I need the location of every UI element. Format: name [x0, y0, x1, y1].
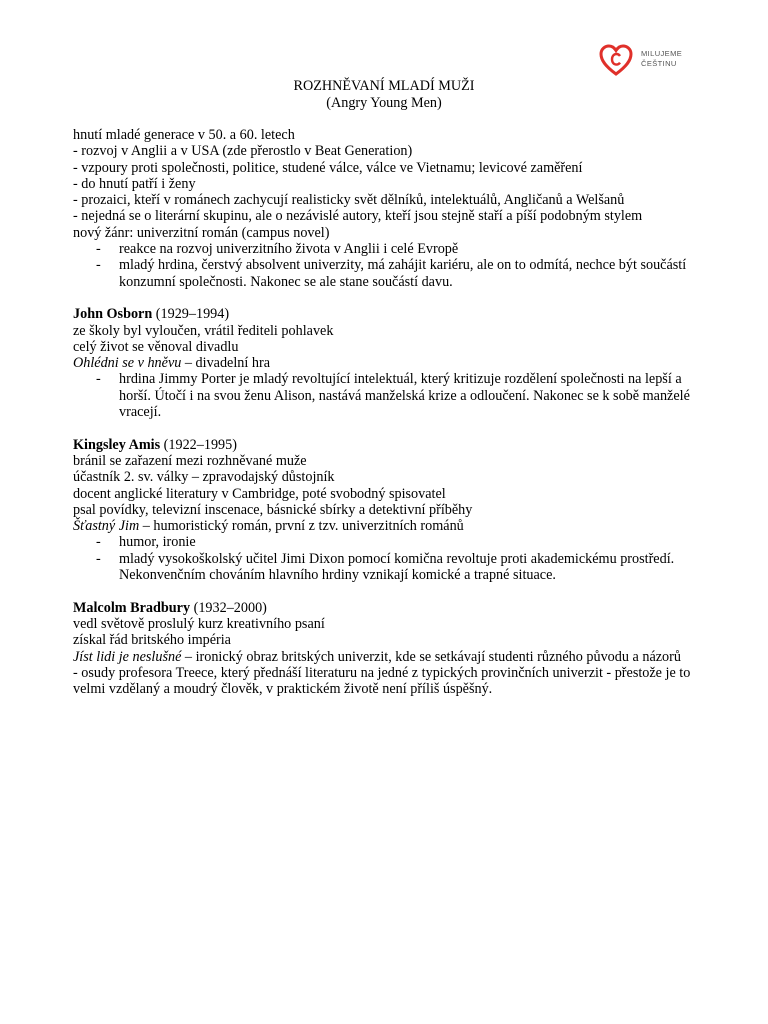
- spacer: [73, 290, 703, 306]
- work-title: Šťastný Jim: [73, 518, 140, 535]
- author-heading: [73, 306, 703, 322]
- intro-line: - prozaici, kteří v románech zachycují realisticky svět dělníků, intelektuálů, Angličanů a Welšanů: [73, 192, 625, 209]
- logo-line-2: ČEŠTINU: [641, 59, 677, 68]
- intro-line: - vzpoury proti společnosti, politice, studené válce, válce ve Vietnamu; levicové zaměření: [73, 159, 583, 176]
- logo: [599, 44, 719, 76]
- spacer: [73, 420, 703, 436]
- author-heading: [73, 437, 703, 453]
- intro-line: - do hnutí patří i ženy: [73, 175, 196, 192]
- author-line: celý život se věnoval divadlu: [73, 338, 239, 355]
- author-name: John Osborn: [73, 306, 153, 323]
- bullet-dash: -: [96, 550, 101, 567]
- intro-line: hnutí mladé generace v 50. a 60. letech: [73, 127, 295, 143]
- intro-line: - rozvoj v Anglii a v USA (zde přerostlo v Beat Generation): [73, 143, 413, 160]
- bullet-item: [73, 551, 703, 584]
- bullet-text: mladý hrdina, čerstvý absolvent univerzity, má zahájit kariéru, ale on to odmítá, nechce být součástí konzumní společnosti. Nakonec se ale stane součástí davu.: [119, 257, 687, 290]
- bullet-dash: -: [96, 534, 101, 551]
- author-heading: [73, 600, 703, 616]
- author-years: (1932–2000): [190, 599, 267, 616]
- work-desc: – ironický obraz britských univerzit, kde se setkávají studenti různého původu a názorů: [181, 648, 681, 665]
- work-title: Jíst lidi je neslušné: [73, 648, 182, 665]
- intro-line: nový žánr: univerzitní román (campus novel): [73, 224, 330, 241]
- author-name: Kingsley Amis: [73, 436, 161, 453]
- author-line: ze školy byl vyloučen, vrátil řediteli pohlavek: [73, 322, 334, 339]
- spacer: [73, 583, 703, 599]
- page-title: ROZHNĚVANÍ MLADÍ MUŽI: [293, 78, 475, 94]
- bullet-text: mladý vysokoškolský učitel Jimi Dixon pomocí komična revoltuje proti akademickému prostředí. Nekonvenčním chováním hlavního hrdiny vznikají komické a trapné situace.: [119, 550, 675, 584]
- bullet-dash: -: [96, 241, 101, 258]
- bullet-dash: -: [96, 371, 101, 388]
- author-line: získal řád britského impéria: [73, 632, 231, 649]
- work-desc: – humoristický román, první z tzv. univerzitních románů: [139, 518, 464, 535]
- bullet-item: [73, 241, 703, 257]
- heart-c-logo-icon: [599, 44, 633, 76]
- work-line: [73, 355, 703, 371]
- page-title-block: [0, 78, 768, 112]
- page-subtitle: (Angry Young Men): [326, 95, 442, 111]
- author-line: bránil se zařazení mezi rozhněvané muže: [73, 452, 307, 469]
- author-line: vedl světově proslulý kurz kreativního psaní: [73, 615, 325, 632]
- bullet-item: [73, 534, 703, 550]
- author-line: - osudy profesora Treece, který přednáší literaturu na jedné z typických provinčních univerzit - přestože je to velmi vzdělaný a moudrý člověk, v praktickém životě není příliš úspěšný.: [73, 664, 691, 698]
- bullet-item: [73, 257, 703, 290]
- intro-line: - nejedná se o literární skupinu, ale o nezávislé autory, kteří jsou stejně staří a píší podobným stylem: [73, 208, 643, 225]
- bullet-text: humor, ironie: [119, 534, 196, 551]
- work-line: [73, 518, 703, 534]
- work-line: [73, 649, 703, 665]
- bullet-text: reakce na rozvoj univerzitního života v Anglii i celé Evropě: [119, 241, 459, 258]
- work-desc: – divadelní hra: [181, 355, 270, 372]
- bullet-dash: -: [96, 257, 101, 274]
- author-line: účastník 2. sv. války – zpravodajský důstojník: [73, 469, 335, 486]
- logo-line-1: MILUJEME: [641, 49, 683, 58]
- work-title: Ohlédni se v hněvu: [73, 355, 182, 372]
- author-name: Malcolm Bradbury: [73, 599, 191, 616]
- logo-text: [641, 49, 682, 69]
- author-years: (1929–1994): [152, 306, 230, 323]
- document-body: [73, 127, 703, 697]
- author-line: psal povídky, televizní inscenace, básnické sbírky a detektivní příběhy: [73, 501, 473, 518]
- author-line: docent anglické literatury v Cambridge, poté svobodný spisovatel: [73, 485, 446, 502]
- bullet-text: hrdina Jimmy Porter je mladý revoltující intelektuál, který kritizuje rozdělení společnosti na lepší a horší. Útočí i na svou ženu Alison, nastává manželská krize a odloučení. Nakonec se k sobě manželé vracejí.: [119, 371, 690, 421]
- author-years: (1922–1995): [160, 436, 237, 453]
- bullet-item: [73, 371, 703, 420]
